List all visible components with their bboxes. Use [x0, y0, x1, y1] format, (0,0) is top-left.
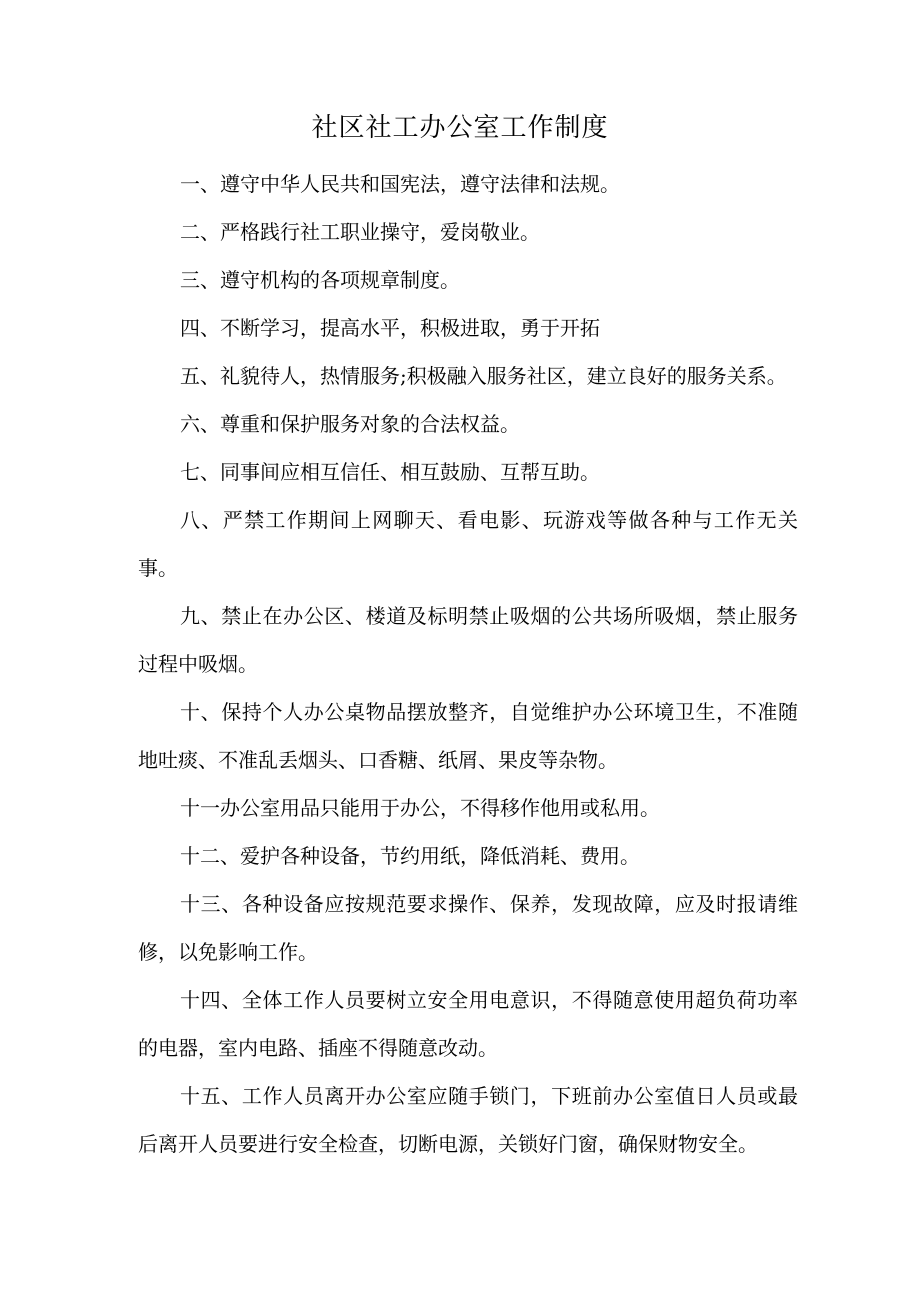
rule-item-3: 三、遵守机构的各项规章制度。 — [180, 268, 460, 292]
rule-item-12: 十二、爱护各种设备，节约用纸，降低消耗、费用。 — [180, 844, 640, 868]
rule-item-11: 十一办公室用品只能用于办公，不得移作他用或私用。 — [180, 796, 660, 820]
rule-item-7: 七、同事间应相互信任、相互鼓励、互帮互助。 — [180, 460, 600, 484]
rule-item-13: 十三、各种设备应按规范要求操作、保养，发现故障，应及时报请维修，以免影响工作。 — [138, 892, 798, 964]
rule-item-15: 十五、工作人员离开办公室应随手锁门，下班前办公室值日人员或最后离开人员要进行安全检查，切断电源，关锁好门窗，确保财物安全。 — [138, 1084, 798, 1156]
rule-item-14: 十四、全体工作人员要树立安全用电意识，不得随意使用超负荷功率的电器，室内电路、插座不得随意改动。 — [138, 988, 798, 1060]
rule-item-4: 四、不断学习，提高水平，积极进取，勇于开拓 — [180, 316, 600, 340]
rule-item-2: 二、严格践行社工职业操守，爱岗敬业。 — [180, 220, 540, 244]
rule-item-10: 十、保持个人办公桌物品摆放整齐，自觉维护办公环境卫生，不准随地吐痰、不准乱丢烟头、口香糖、纸屑、果皮等杂物。 — [138, 700, 798, 772]
document-title: 社区社工办公室工作制度 — [311, 113, 609, 143]
rule-item-1: 一、遵守中华人民共和国宪法，遵守法律和法规。 — [180, 172, 620, 196]
rule-item-5: 五、礼貌待人，热情服务;积极融入服务社区，建立良好的服务关系。 — [180, 364, 787, 388]
document-body — [138, 160, 798, 1168]
rule-item-9: 九、禁止在办公区、楼道及标明禁止吸烟的公共场所吸烟，禁止服务过程中吸烟。 — [138, 604, 798, 676]
rule-item-6: 六、尊重和保护服务对象的合法权益。 — [180, 412, 520, 436]
rule-item-8: 八、严禁工作期间上网聊天、看电影、玩游戏等做各种与工作无关事。 — [138, 508, 798, 580]
